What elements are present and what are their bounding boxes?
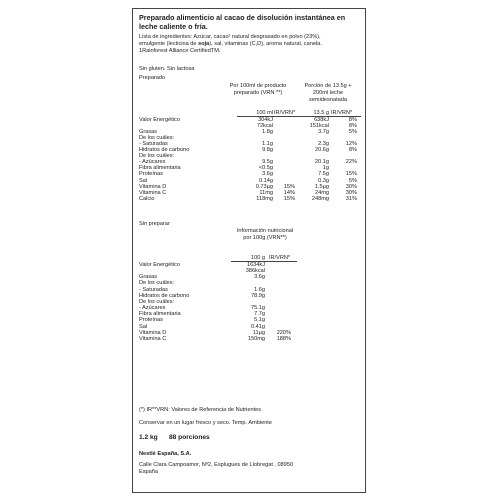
prepared-portion-ir: 12% bbox=[345, 141, 357, 148]
company-name: Nestlé España, S.A. bbox=[139, 451, 192, 457]
nutrient-label: De los cuáles: bbox=[139, 298, 175, 305]
nutrient-label: Hidratos de carbono bbox=[139, 147, 190, 154]
prepared-col2-header-1: Porción de 13.5g + bbox=[304, 83, 352, 89]
prepared-100ml-value: 304kJ bbox=[258, 117, 273, 123]
unprepared-value: 78.9g bbox=[251, 292, 265, 299]
prepared-portion-ir: 22% bbox=[345, 159, 357, 166]
certification-note: 1Rainforest Alliance CertifiedTM. bbox=[139, 48, 221, 54]
prepared-100ml-value: 11mg bbox=[259, 189, 273, 196]
footnote: (*) IR**VRN: Valores de Referencia de Nutrientes bbox=[139, 407, 262, 413]
prepared-100ml-ir: 15% bbox=[283, 183, 295, 190]
prepared-portion-ir: 8% bbox=[348, 117, 357, 123]
prepared-100ml-value: 9.5g bbox=[262, 159, 273, 166]
unprepared-value: 3.6g bbox=[254, 274, 265, 281]
prepared-col2-header-3: semidesnatada bbox=[309, 97, 347, 103]
nutrient-label: - Saturadas bbox=[139, 141, 168, 148]
unprepared-section-label: Sin preparar bbox=[139, 221, 170, 227]
prepared-col1-header-2: preparado (VRN **) bbox=[233, 90, 283, 96]
nutrient-label: Vitamina C bbox=[139, 189, 167, 196]
storage-instructions: Conservar en un lugar fresco y seco. Temp. Ambiente bbox=[139, 420, 272, 426]
nutrient-label: Fibra alimentaria bbox=[139, 311, 181, 318]
ingredients-text-rest: ), sal, vitaminas (C,D), aroma natural, canela. bbox=[209, 41, 322, 47]
prepared-100ml-value: 9.8g bbox=[262, 147, 273, 154]
unprepared-header-1: Información nutricional bbox=[236, 228, 294, 234]
prepared-100ml-value: 0.14g bbox=[259, 177, 273, 184]
prepared-portion-ir: 8% bbox=[348, 123, 357, 130]
prepared-portion-value: 7.5g bbox=[318, 171, 329, 178]
nutrient-label: Sal bbox=[139, 177, 148, 184]
prepared-100ml-value: 1.1g bbox=[262, 141, 273, 148]
prepared-portion-value: 2.3g bbox=[318, 141, 329, 148]
prepared-100ml-value: 118mg bbox=[256, 195, 273, 202]
nutrient-label: - Azúcares bbox=[139, 305, 166, 312]
prepared-100ml-value: <0.5g bbox=[258, 165, 273, 172]
prepared-100ml-value: 1.8g bbox=[262, 129, 273, 136]
unprepared-value: 5.1g bbox=[254, 317, 265, 324]
nutrient-label: - Saturadas bbox=[139, 286, 168, 293]
nutrition-label-card bbox=[132, 8, 366, 493]
prepared-portion-value: 638kJ bbox=[314, 117, 329, 123]
nutrient-label: De los cuáles: bbox=[139, 153, 175, 160]
unprepared-header-2: por 100g (VRN**) bbox=[243, 235, 287, 241]
prepared-col2-unit: 13.5 g bbox=[313, 110, 329, 116]
unprepared-value: 1.6g bbox=[254, 286, 265, 293]
nutrient-label: Valor Energético bbox=[139, 262, 180, 268]
unprepared-unit: 100 g bbox=[251, 255, 265, 261]
prepared-portion-ir: 15% bbox=[345, 171, 357, 178]
prepared-col2-header-2: 200ml leche bbox=[312, 90, 344, 96]
nutrient-label: De los cuáles: bbox=[139, 280, 175, 287]
nutrient-label: Fibra alimentaria bbox=[139, 165, 181, 172]
nutrient-label: Vitamina C bbox=[139, 335, 167, 342]
prepared-portion-value: 151kcal bbox=[309, 123, 329, 130]
ingredients-text: emulgente (lecticina de bbox=[139, 41, 199, 47]
prepared-portion-value: 1.5µg bbox=[314, 183, 329, 190]
nutrient-label: Grasas bbox=[139, 274, 158, 281]
prepared-portion-value: 3.7g bbox=[318, 129, 329, 136]
address-line-2: España bbox=[139, 469, 158, 475]
nutrient-label: De los cuáles: bbox=[139, 135, 175, 142]
unprepared-value: 0.41g bbox=[251, 323, 265, 330]
address-line-1: Calle Clara Campoamor, Nº2, Esplugues de Llobregat , 08950 bbox=[139, 462, 294, 468]
allergen-soja: soja bbox=[198, 41, 210, 47]
prepared-portion-value: 20.6g bbox=[315, 147, 329, 154]
prepared-portion-ir: 5% bbox=[348, 177, 357, 184]
prepared-100ml-value: 0.73µg bbox=[255, 183, 273, 190]
nutrient-label: Hidratos de carbono bbox=[139, 292, 190, 299]
prepared-col2-ir-header: IR/VRN* bbox=[331, 110, 353, 116]
prepared-portion-value: 24mg bbox=[315, 189, 329, 196]
prepared-portion-value: 20.1g bbox=[315, 159, 329, 166]
claims-text: Sin gluten. Sin lactosa bbox=[139, 66, 195, 72]
ingredients-line-1: Lista de ingredientes: Azúcar, cacao¹ natural desgrasado en polvo (23%), bbox=[139, 34, 321, 40]
prepared-portion-ir: 31% bbox=[345, 195, 357, 202]
prepared-100ml-value: 72kcal bbox=[256, 123, 273, 130]
unprepared-value: 75.1g bbox=[251, 305, 265, 312]
unprepared-ir: 188% bbox=[276, 335, 291, 342]
prepared-portion-value: 248mg bbox=[311, 195, 329, 202]
prepared-portion-ir: 30% bbox=[345, 183, 357, 190]
net-weight: 1.2 kg bbox=[139, 434, 158, 441]
prepared-100ml-ir: 14% bbox=[283, 189, 295, 196]
unprepared-value: 386kcal bbox=[245, 268, 265, 275]
unprepared-ir-header: IR/VRN* bbox=[269, 255, 291, 261]
prepared-portion-value: 0.3g bbox=[318, 177, 329, 184]
prepared-portion-ir: 5% bbox=[348, 129, 357, 136]
nutrient-label: Proteínas bbox=[139, 171, 163, 178]
nutrient-label: Grasas bbox=[139, 129, 158, 136]
unprepared-ir: 220% bbox=[276, 329, 291, 336]
prepared-col1-unit: 100 ml bbox=[256, 110, 273, 116]
prepared-portion-value: 1g bbox=[322, 165, 329, 172]
prepared-100ml-value: 3.6g bbox=[262, 171, 273, 178]
nutrient-label: Valor Energético bbox=[139, 117, 180, 123]
prepared-col1-ir-header: IR/VRN* bbox=[274, 110, 296, 116]
unprepared-value: 7.7g bbox=[254, 311, 265, 318]
nutrient-label: - Azúcares bbox=[139, 159, 166, 166]
product-title: Preparado alimenticio al cacao de disolución instantánea en leche caliente o fría. bbox=[139, 13, 346, 31]
prepared-section-label: Preparado bbox=[139, 75, 166, 81]
prepared-col1-header-1: Por 100ml de producto bbox=[229, 83, 287, 89]
nutrient-label: Sal bbox=[139, 323, 148, 330]
nutrient-label: Vitamina D bbox=[139, 329, 167, 336]
prepared-portion-ir: 30% bbox=[345, 189, 357, 196]
nutrient-label: Vitamina D bbox=[139, 183, 167, 190]
unprepared-value: 150mg bbox=[247, 335, 265, 342]
portions: 88 porciones bbox=[169, 434, 210, 441]
unprepared-value: 1634kJ bbox=[246, 262, 265, 268]
unprepared-value: 11µg bbox=[252, 329, 265, 336]
nutrient-label: Proteínas bbox=[139, 317, 163, 324]
prepared-portion-ir: 8% bbox=[348, 147, 357, 154]
ingredients-line-2 bbox=[139, 41, 322, 48]
nutrient-label: Calcio bbox=[139, 195, 155, 202]
prepared-100ml-ir: 15% bbox=[283, 195, 295, 202]
